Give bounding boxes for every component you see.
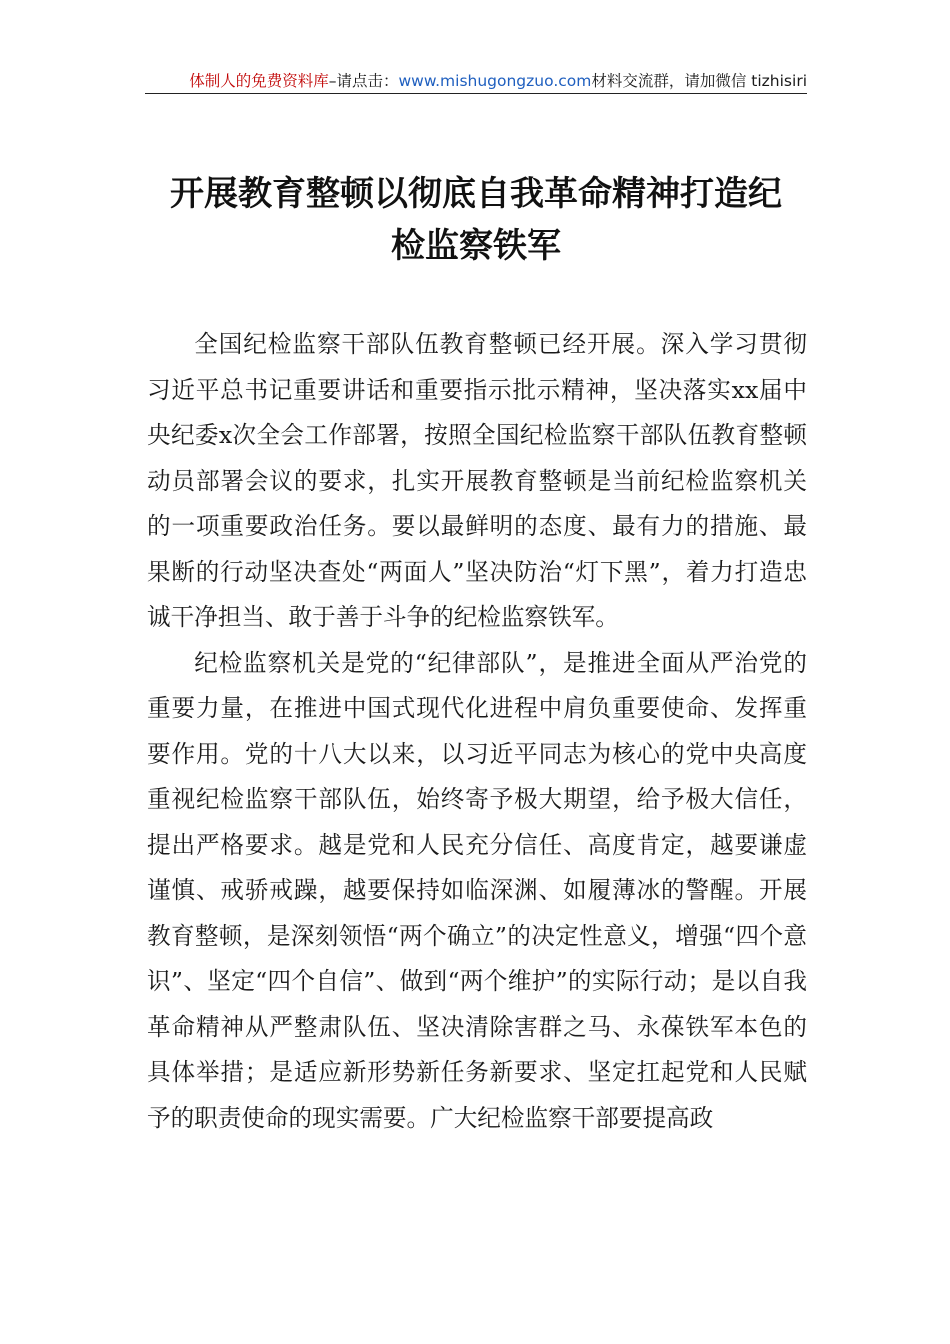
header-url-link[interactable]: www.mishugongzuo.com — [398, 72, 592, 90]
body-paragraph: 纪检监察机关是党的“纪律部队”，是推进全面从严治党的重要力量，在推进中国式现代化进程中肩负重要使命、发挥重要作用。党的十八大以来，以习近平同志为核心的党中央高度重视纪检监察干部队伍，始终寄予极大期望，给予极大信任，提出严格要求。越是党和人民充分信任、高度肯定，越要谦虚谨慎、戒骄戒躁，越要保持如临深渊、如履薄冰的警醒。开展教育整顿，是深刻领悟“两个确立”的决定性意义，增强“四个意识”、坚定“四个自信”、做到“两个维护”的实际行动；是以自我革命精神从严整肃队伍、坚决清除害群之马、永葆铁军本色的具体举措；是适应新形势新任务新要求、坚定扛起党和人民赋予的职责使命的现实需要。广大纪检监察干部要提高政 — [147, 648, 807, 1132]
document-body — [147, 322, 807, 1141]
body-paragraph: 全国纪检监察干部队伍教育整顿已经开展。深入学习贯彻习近平总书记重要讲话和重要指示批示精神，坚决落实xx届中央纪委x次全会工作部署，按照全国纪检监察干部队伍教育整顿动员部署会议的要求，扎实开展教育整顿是当前纪检监察机关的一项重要政治任务。要以最鲜明的态度、最有力的措施、最果断的行动坚决查处“两面人”坚决防治“灯下黑”，着力打造忠诚干净担当、敢于善于斗争的纪检监察铁军。 — [147, 330, 807, 631]
header-divider — [145, 93, 807, 94]
title-line-1: 开展教育整顿以彻底自我革命精神打造纪 — [170, 174, 782, 214]
document-title — [140, 168, 812, 272]
title-line-2: 检监察铁军 — [391, 226, 561, 266]
header-prompt: –请点击： — [328, 72, 399, 90]
page-header — [145, 70, 807, 94]
header-note: 材料交流群，请加微信 tizhisiri — [591, 72, 807, 90]
header-brand: 体制人的免费资料库 — [189, 72, 329, 90]
